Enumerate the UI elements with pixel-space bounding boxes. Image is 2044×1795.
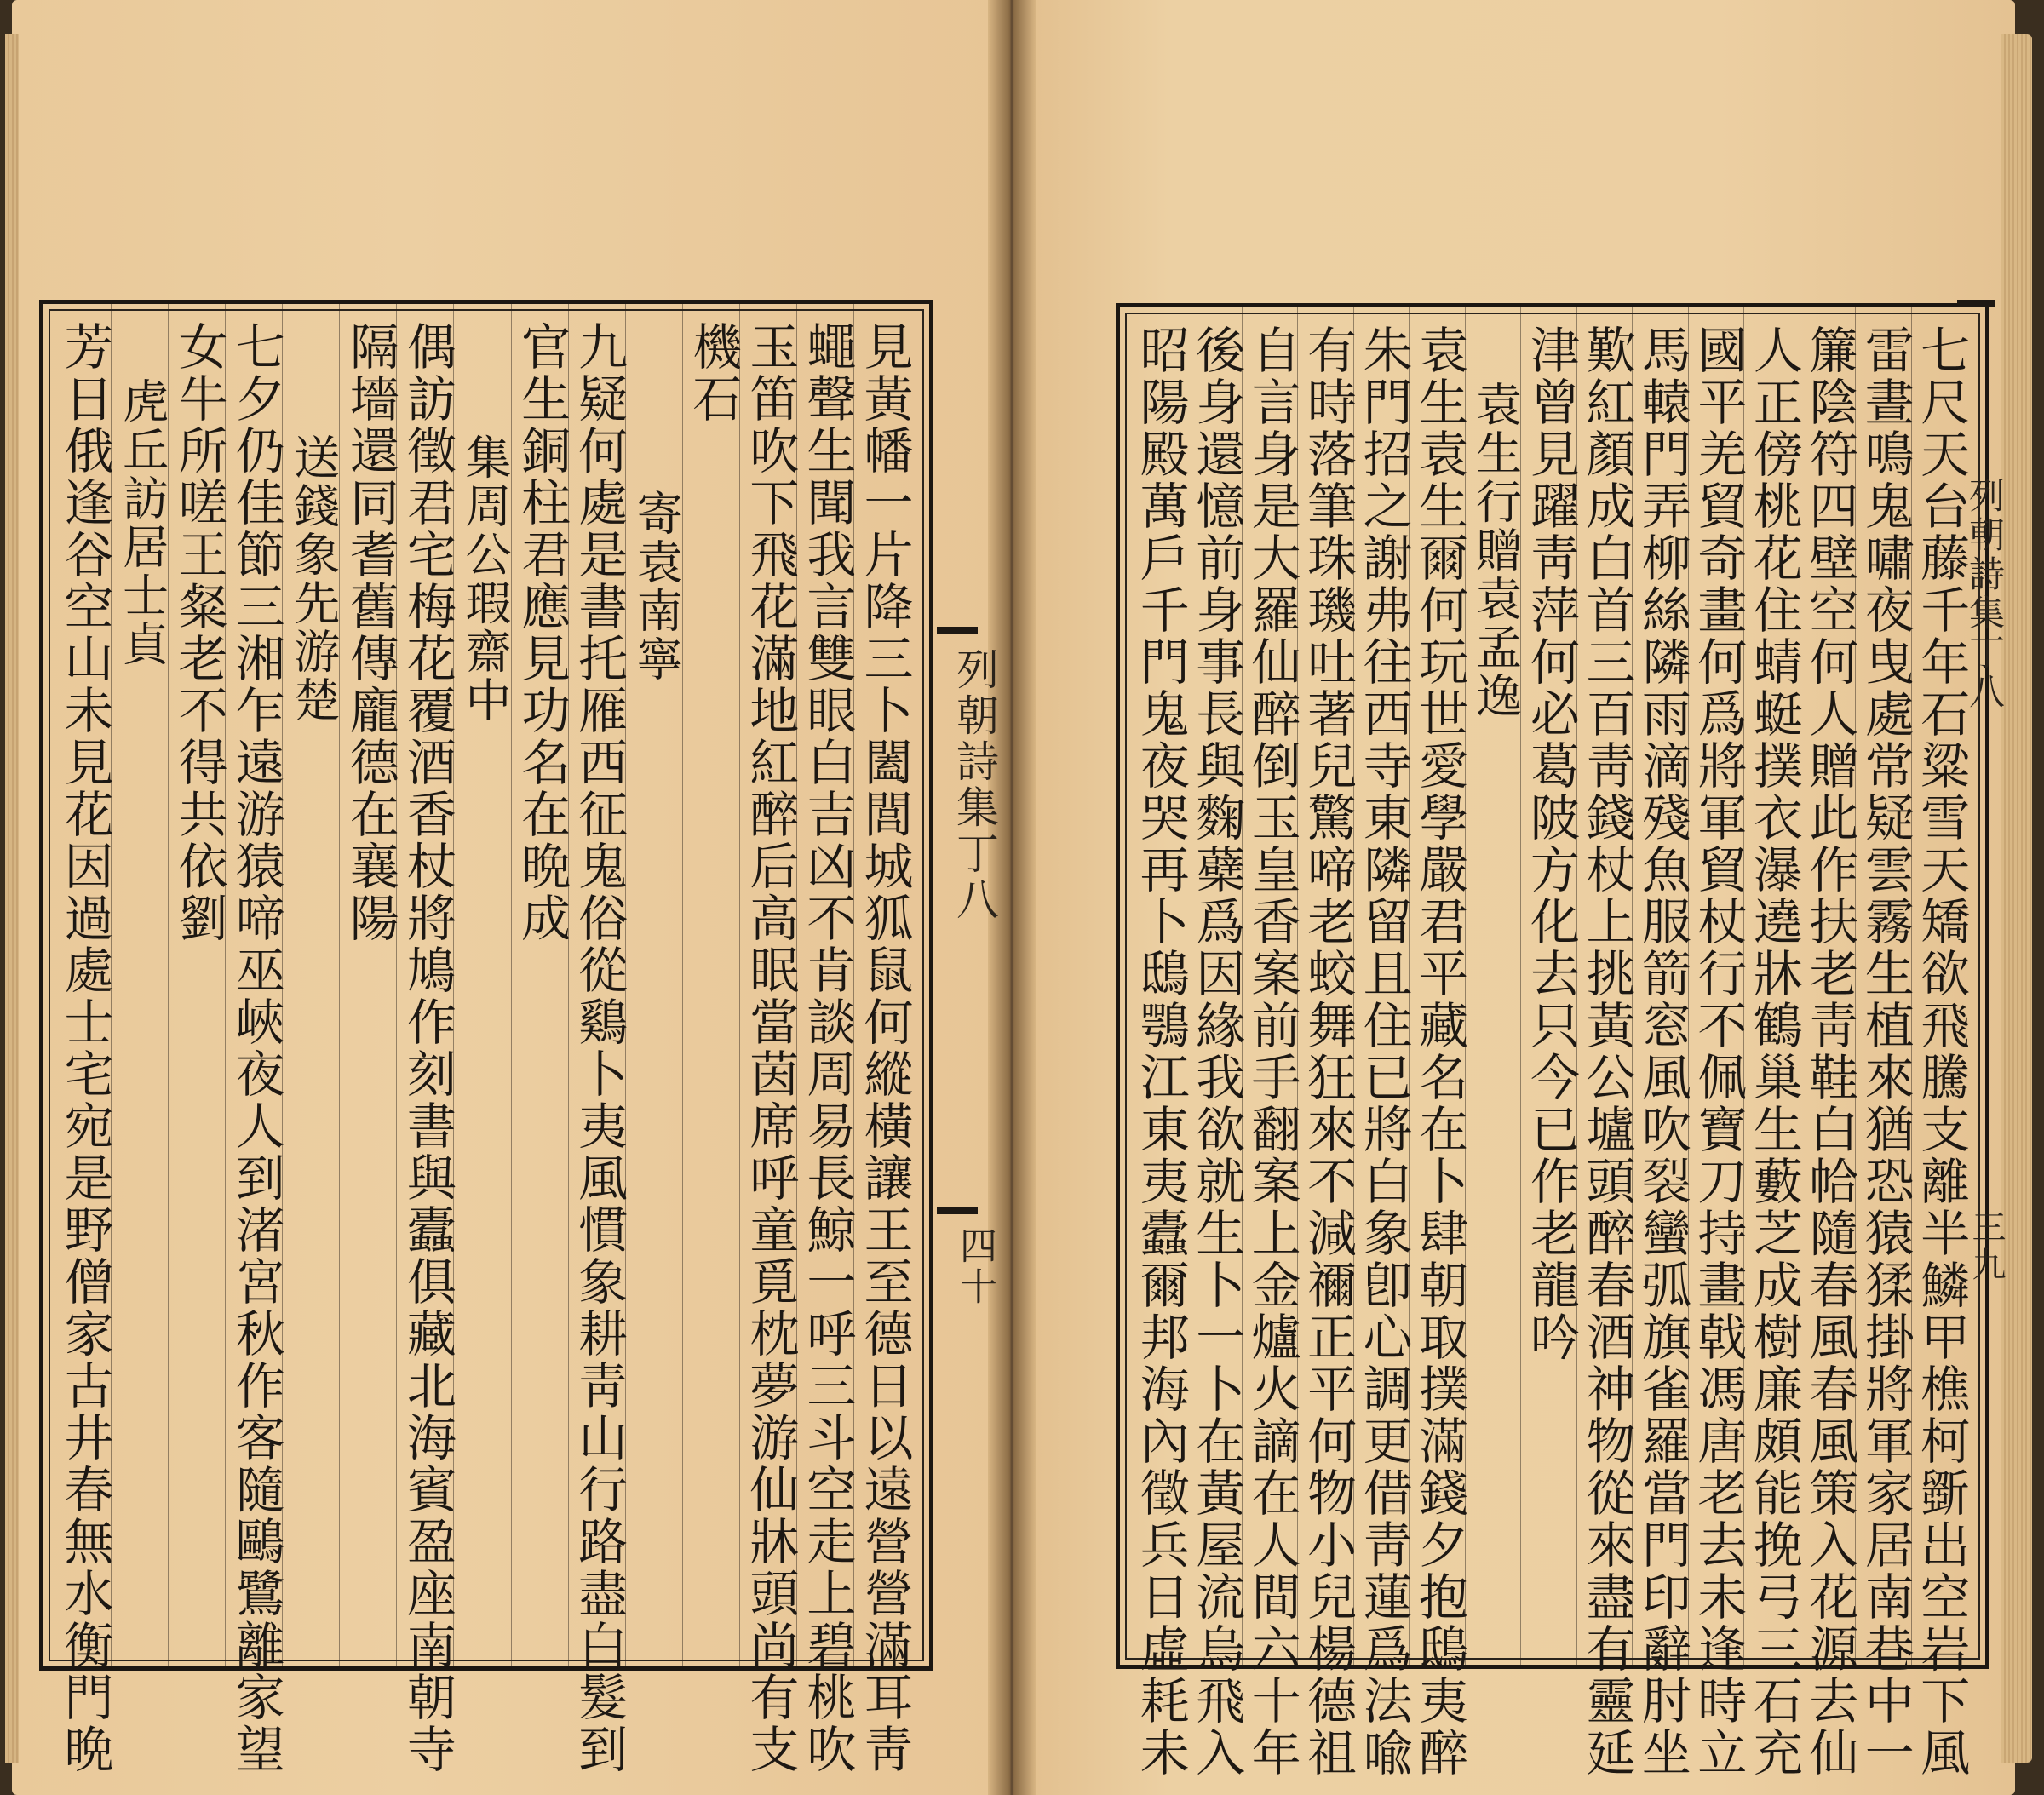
left-text-column: 機石	[684, 321, 743, 425]
left-text-column: 偶訪徵君宅梅花覆酒香杖將鳩作刻書與蠹俱藏北海賓盈座南朝寺	[398, 321, 456, 1775]
left-margin-page: 四十	[953, 1226, 996, 1308]
right-text-column: 自言身是大羅仙醉倒玉皇香案前手翻案上金爐火謫在人間六十年	[1243, 324, 1301, 1779]
left-text-column: 集周公瑕齋中	[458, 433, 512, 725]
right-text-column: 袁生行贈袁孟逸	[1468, 381, 1523, 720]
right-text-frame	[1116, 303, 1989, 1779]
right-text-column: 昭陽殿萬戶千門鬼夜哭再卜鴟鶚江東夷蠹爾邦海內徵兵日虛耗未	[1131, 324, 1190, 1779]
left-text-column: 送錢象先游楚	[286, 433, 341, 725]
left-text-column: 虎丘訪居士貞	[115, 377, 169, 668]
right-text-column: 歎紅顏成白首三百靑錢杖上挑黃公壚頭醉春酒神物從來盡有靈延	[1577, 324, 1636, 1779]
left-text-column: 女牛所嗟王粲老不得共依劉	[169, 321, 228, 944]
left-fold-marker-mid	[937, 1207, 978, 1214]
right-text-column: 七尺天台藤千年石粱雪天矯欲飛騰支離半鱗甲樵柯斵出空岩下風	[1912, 324, 1971, 1779]
left-column-rule	[739, 304, 740, 1666]
left-text-column: 見黃幡一片降三卜闔閭城狐鼠何縱橫讓王至德日以遠營營滿耳靑	[855, 321, 914, 1775]
page-edges-left	[5, 34, 19, 1763]
left-text-column: 七夕仍佳節三湘乍遠游猿啼巫峽夜人到渚宮秋作客隨鷗鷺離家望	[227, 321, 285, 1775]
left-text-column: 玉笛吹下飛花滿地紅醉后高眠當茵席呼童覓枕夢游仙牀頭尚有支	[741, 321, 800, 1775]
page-edges-right	[2001, 34, 2032, 1763]
right-text-column: 國平羌貿奇畫何爲將軍貿杖行不佩寶刀持畫戟馮唐老去未逢時立	[1689, 324, 1748, 1779]
left-text-frame	[39, 300, 933, 1775]
right-text-column: 後身還憶前身事長與麴蘗爲因緣我欲就生卜一卜在黃屋流烏飛入	[1187, 324, 1246, 1779]
right-text-column: 津曾見躍靑萍何必葛陂方化去只今已作老龍吟	[1522, 324, 1580, 1363]
right-text-column: 有時落筆珠璣吐著兒驚啼老蛟舞狂來不減禰正平何物小兒楊德祖	[1299, 324, 1358, 1779]
right-text-column: 袁生袁生爾何玩世愛學嚴君平藏名在卜肆朝取撲滿錢夕抱鴟夷醉	[1410, 324, 1469, 1779]
right-columns	[1120, 307, 1985, 1779]
left-columns	[43, 304, 929, 1775]
left-text-column: 隔墻還同耆舊傳龐德在襄陽	[341, 321, 399, 944]
left-text-column: 寄袁南寧	[629, 490, 684, 684]
right-text-column: 雷晝鳴鬼嘯夜曳處常疑雲霧生植來猶恐猿猱掛將軍家居南巷中一	[1856, 324, 1915, 1779]
left-text-column: 蠅聲生聞我言雙眼白吉凶不肯談周易長鯨一呼三斗空走上碧桃吹	[798, 321, 857, 1775]
left-margin-title: 列朝詩集丁八	[950, 647, 999, 923]
left-text-column: 芳日俄逢谷空山未見花因過處士宅宛是野僧家古井春無水衡門晩	[55, 321, 114, 1775]
right-text-column: 朱門招之謝弗往西寺東隣留且住已將白象卽心調更借靑蓮爲法喩	[1354, 324, 1413, 1779]
left-text-column: 官生銅柱君應見功名在晩成	[513, 321, 571, 944]
right-text-column: 人正傍桃花住蜻蜓撲衣瀑遶牀鶴巢生藪芝成樹廉頗能挽弓三石充	[1744, 324, 1803, 1779]
left-text-column: 九疑何處是書托雁西征鬼俗從鷄卜夷風慣象耕靑山行路盡白髮到	[570, 321, 629, 1775]
right-text-column: 簾陰符四壁空何人贈此作扶老靑鞋白帢隨春風春風策入花源去仙	[1800, 324, 1859, 1779]
right-text-column: 馬轅門弄柳絲隣雨滴殘魚服箭窓風吹裂蠻弧旗雀羅當門印辭肘坐	[1633, 324, 1691, 1779]
left-fold-marker-top	[937, 627, 978, 634]
right-margin-page: 三九	[1966, 1209, 2006, 1284]
right-fold-marker-top	[1957, 300, 1995, 307]
right-margin-title: 列朝詩集丁八	[1964, 477, 2006, 712]
